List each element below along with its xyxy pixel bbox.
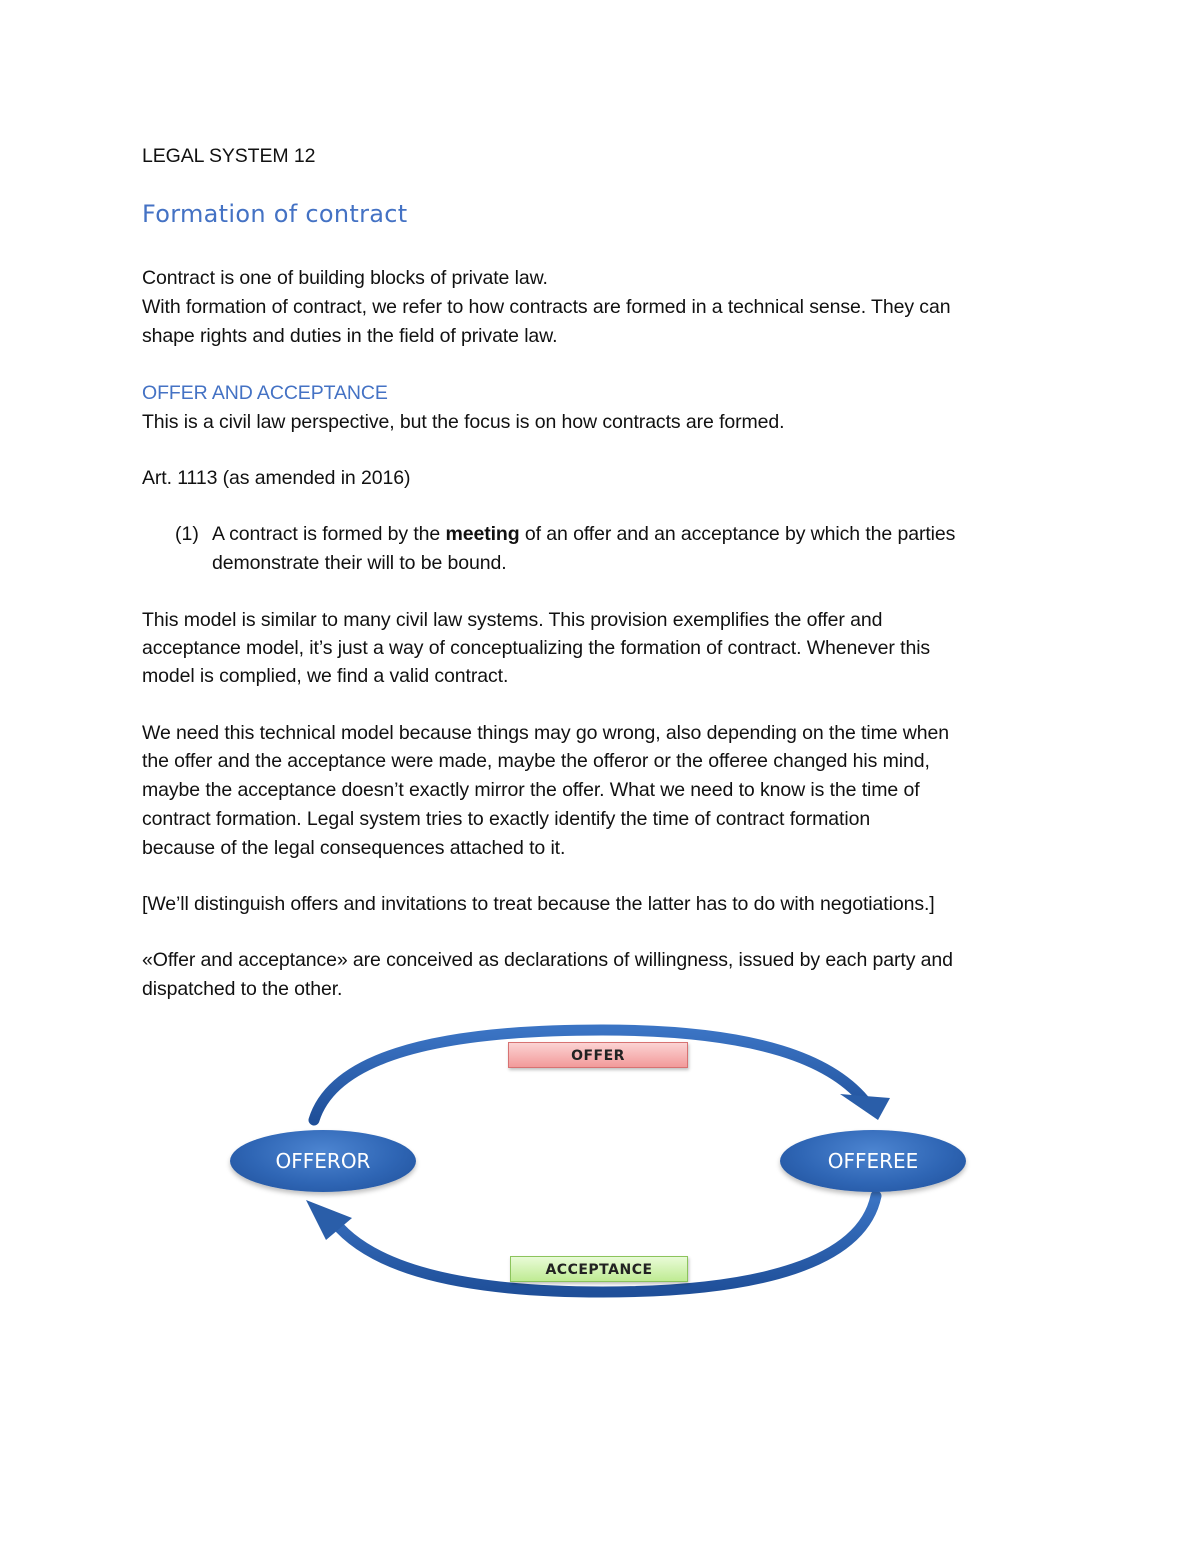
intro-line-3: shape rights and duties in the field of private law. [142, 325, 558, 347]
document-header-title: LEGAL SYSTEM 12 [142, 145, 316, 167]
offer-label-box: OFFER [508, 1042, 688, 1068]
civil-law-line: This is a civil law perspective, but the focus is on how contracts are formed. [142, 411, 785, 433]
offeree-ellipse: OFFEREE [780, 1130, 966, 1192]
offer-acceptance-diagram [222, 1022, 982, 1312]
model-para-line: This model is similar to many civil law systems. This provision exemplifies the offer and [142, 609, 883, 631]
offeror-ellipse: OFFEROR [230, 1130, 416, 1192]
section-title: Formation of contract [142, 200, 408, 228]
technical-para-line: We need this technical model because things may go wrong, also depending on the time when [142, 722, 949, 744]
article-text-post: of an offer and an acceptance by which the parties [519, 523, 956, 545]
article-text-pre: A contract is formed by the [212, 523, 446, 545]
bracket-para: [We’ll distinguish offers and invitations to treat because the latter has to do with negotiations.] [142, 893, 935, 915]
declaration-para-line: «Offer and acceptance» are conceived as declarations of willingness, issued by each party and [142, 949, 953, 971]
top-arrowhead-icon [840, 1094, 890, 1120]
technical-para-line: the offer and the acceptance were made, maybe the offeror or the offeree changed his mind, [142, 750, 930, 772]
article-text-line-2: demonstrate their will to be bound. [212, 552, 507, 574]
technical-para-line: because of the legal consequences attached to it. [142, 837, 566, 859]
article-text-bold: meeting [445, 523, 520, 545]
declaration-para-line: dispatched to the other. [142, 978, 343, 1000]
technical-para-line: maybe the acceptance doesn’t exactly mirror the offer. What we need to know is the time of [142, 779, 920, 801]
intro-line-1: Contract is one of building blocks of private law. [142, 267, 548, 289]
list-marker: (1) [175, 523, 199, 545]
acceptance-label-box: ACCEPTANCE [510, 1256, 688, 1282]
technical-para-line: contract formation. Legal system tries to exactly identify the time of contract formation [142, 808, 871, 830]
article-text-line-1 [212, 520, 955, 548]
model-para-line: model is complied, we find a valid contract. [142, 665, 509, 687]
model-para-line: acceptance model, it’s just a way of conceptualizing the formation of contract. Whenever this [142, 637, 931, 659]
intro-line-2: With formation of contract, we refer to how contracts are formed in a technical sense. They can [142, 296, 951, 318]
article-reference: Art. 1113 (as amended in 2016) [142, 467, 411, 489]
subheading-offer-acceptance: OFFER AND ACCEPTANCE [142, 382, 388, 404]
